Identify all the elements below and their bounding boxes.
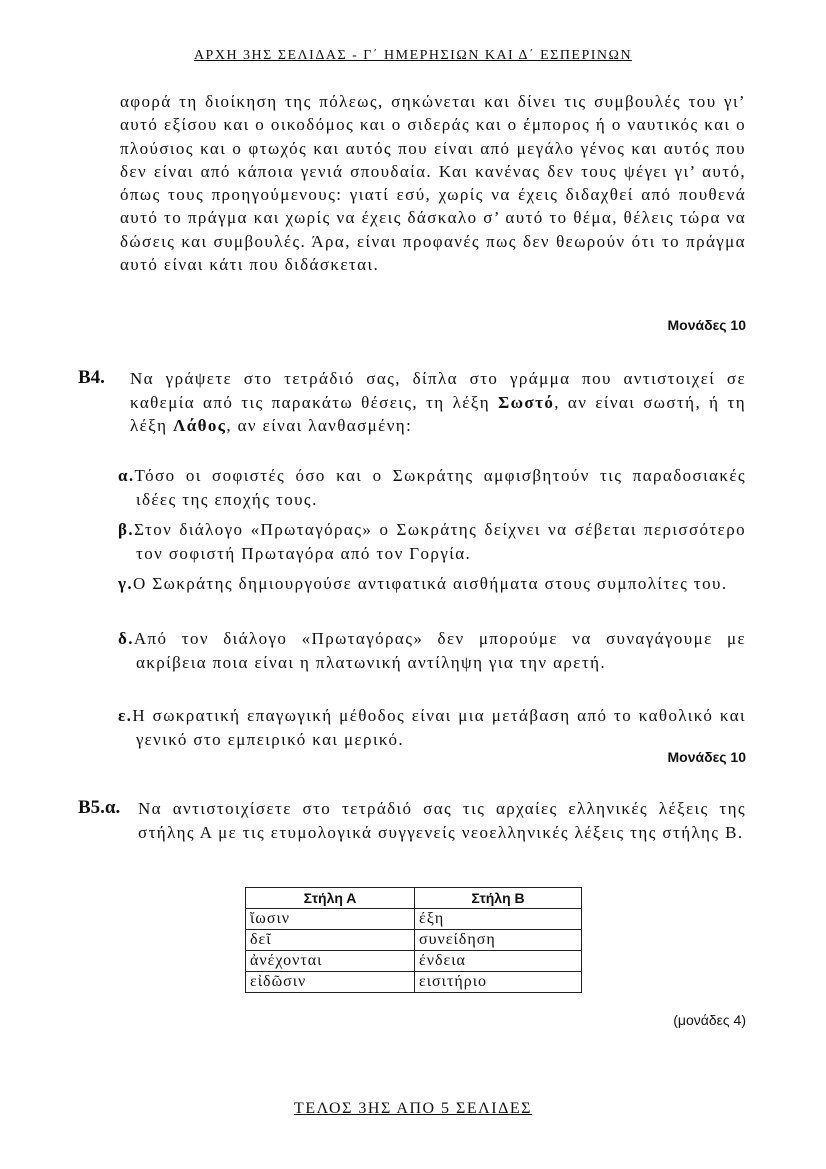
b4-intro-after: , αν είναι λανθασμένη:	[226, 416, 413, 435]
question-b4-label: Β4.	[78, 367, 105, 388]
b4-intro-middle: , αν είναι σωστή, ή τη λέξη	[130, 392, 746, 435]
b4-item-label: ε.	[118, 706, 133, 725]
b4-item-text: Ο Σωκράτης δημιουργούσε αντιφατικά αισθήματα στους συμπολίτες του.	[133, 574, 728, 593]
cell-b: έξη	[415, 909, 582, 930]
cell-b: ένδεια	[415, 951, 582, 972]
table-row	[246, 930, 582, 951]
cell-a: εἰδῶσιν	[246, 972, 415, 993]
passage-text: αφορά τη διοίκηση της πόλεως, σηκώνεται και δίνει τις συμβουλές του γι’ αυτό εξίσου και ο οικοδόμος και ο σιδεράς και ο έμπορος ή ο ναυτικός και ο πλούσιος και ο φτωχός και αυτός που είναι από μεγάλο γένος και αυτός που δεν είναι από κάποια γενιά σπουδαία. Και κανένας δεν τους ψέγει γι’ αυτό, όπως τους προηγούμενους: γιατί εσύ, χωρίς να έχεις διδαχθεί από πουθενά αυτό το πράγμα και χωρίς να έχεις δάσκαλο σ’ αυτό το θέμα, θέλεις τώρα να δώσεις και συμβουλές. Άρα, είναι προφανές πως δεν θεωρούν ότι το πράγμα αυτό είναι κάτι που διδάσκεται.	[120, 92, 746, 275]
b4-units: Μονάδες 10	[667, 749, 746, 765]
table-row	[246, 951, 582, 972]
b4-item-label: γ.	[118, 574, 134, 593]
page-footer: ΤΕΛΟΣ 3ΗΣ ΑΠΟ 5 ΣΕΛΙΔΕΣ	[294, 1100, 532, 1117]
b4-item-e	[118, 704, 746, 751]
question-b5a-label: Β5.α.	[78, 797, 121, 818]
table-row	[246, 909, 582, 930]
b4-item-text: Τόσο οι σοφιστές όσο και ο Σωκράτης αμφισβητούν τις παραδοσιακές ιδέες της εποχής τους.	[134, 466, 746, 509]
passage-units: Μονάδες 10	[667, 317, 746, 333]
column-a-header: Στήλη Α	[246, 888, 415, 909]
question-b4-intro	[130, 367, 746, 438]
b4-item-a	[118, 464, 746, 511]
cell-a: ἀνέχονται	[246, 951, 415, 972]
table-row	[246, 972, 582, 993]
b4-item-text: Από τον διάλογο «Πρωταγόρας» δεν μπορούμε να συναγάγουμε με ακρίβεια ποια είναι η πλατωνική αντίληψη για την αρετή.	[133, 629, 746, 672]
page-header: ΑΡΧΗ 3ΗΣ ΣΕΛΙΔΑΣ - Γ΄ ΗΜΕΡΗΣΙΩΝ ΚΑΙ Δ΄ ΕΣΠΕΡΙΝΩΝ	[193, 48, 633, 63]
b4-item-b	[118, 518, 746, 565]
b4-word-true: Σωστό	[498, 392, 555, 412]
question-b5a-text: Να αντιστοιχίσετε στο τετράδιό σας τις αρχαίες ελληνικές λέξεις της στήλης Α με τις ετυμολογικά συγγενείς νεοελληνικές λέξεις της στήλης Β.	[138, 799, 746, 842]
b4-item-text: Η σωκρατική επαγωγική μέθοδος είναι μια μετάβαση από το καθολικό και γενικό στο εμπειρικό και μερικό.	[132, 706, 746, 749]
cell-b: εισιτήριο	[415, 972, 582, 993]
table-header-row	[246, 888, 582, 909]
b4-item-text: Στον διάλογο «Πρωταγόρας» ο Σωκράτης δείχνει να σέβεται περισσότερο τον σοφιστή Πρωταγόρα από τον Γοργία.	[134, 520, 746, 563]
b5a-units: (μονάδες 4)	[673, 1012, 746, 1028]
matching-table	[245, 887, 582, 993]
b4-intro-before: Να γράψετε στο τετράδιό σας, δίπλα στο γράμμα που αντιστοιχεί σε καθεμία από τις παρακάτω θέσεις, τη λέξη	[130, 369, 746, 412]
column-b-header: Στήλη Β	[415, 888, 582, 909]
cell-a: ἴωσιν	[246, 909, 415, 930]
b4-item-c	[118, 572, 746, 596]
b4-item-label: α.	[118, 466, 135, 485]
b4-item-label: β.	[118, 520, 135, 539]
cell-b: συνείδηση	[415, 930, 582, 951]
b4-item-d	[118, 627, 746, 674]
cell-a: δεῖ	[246, 930, 415, 951]
b4-item-label: δ.	[118, 629, 134, 648]
b4-word-false: Λάθος	[173, 416, 227, 435]
